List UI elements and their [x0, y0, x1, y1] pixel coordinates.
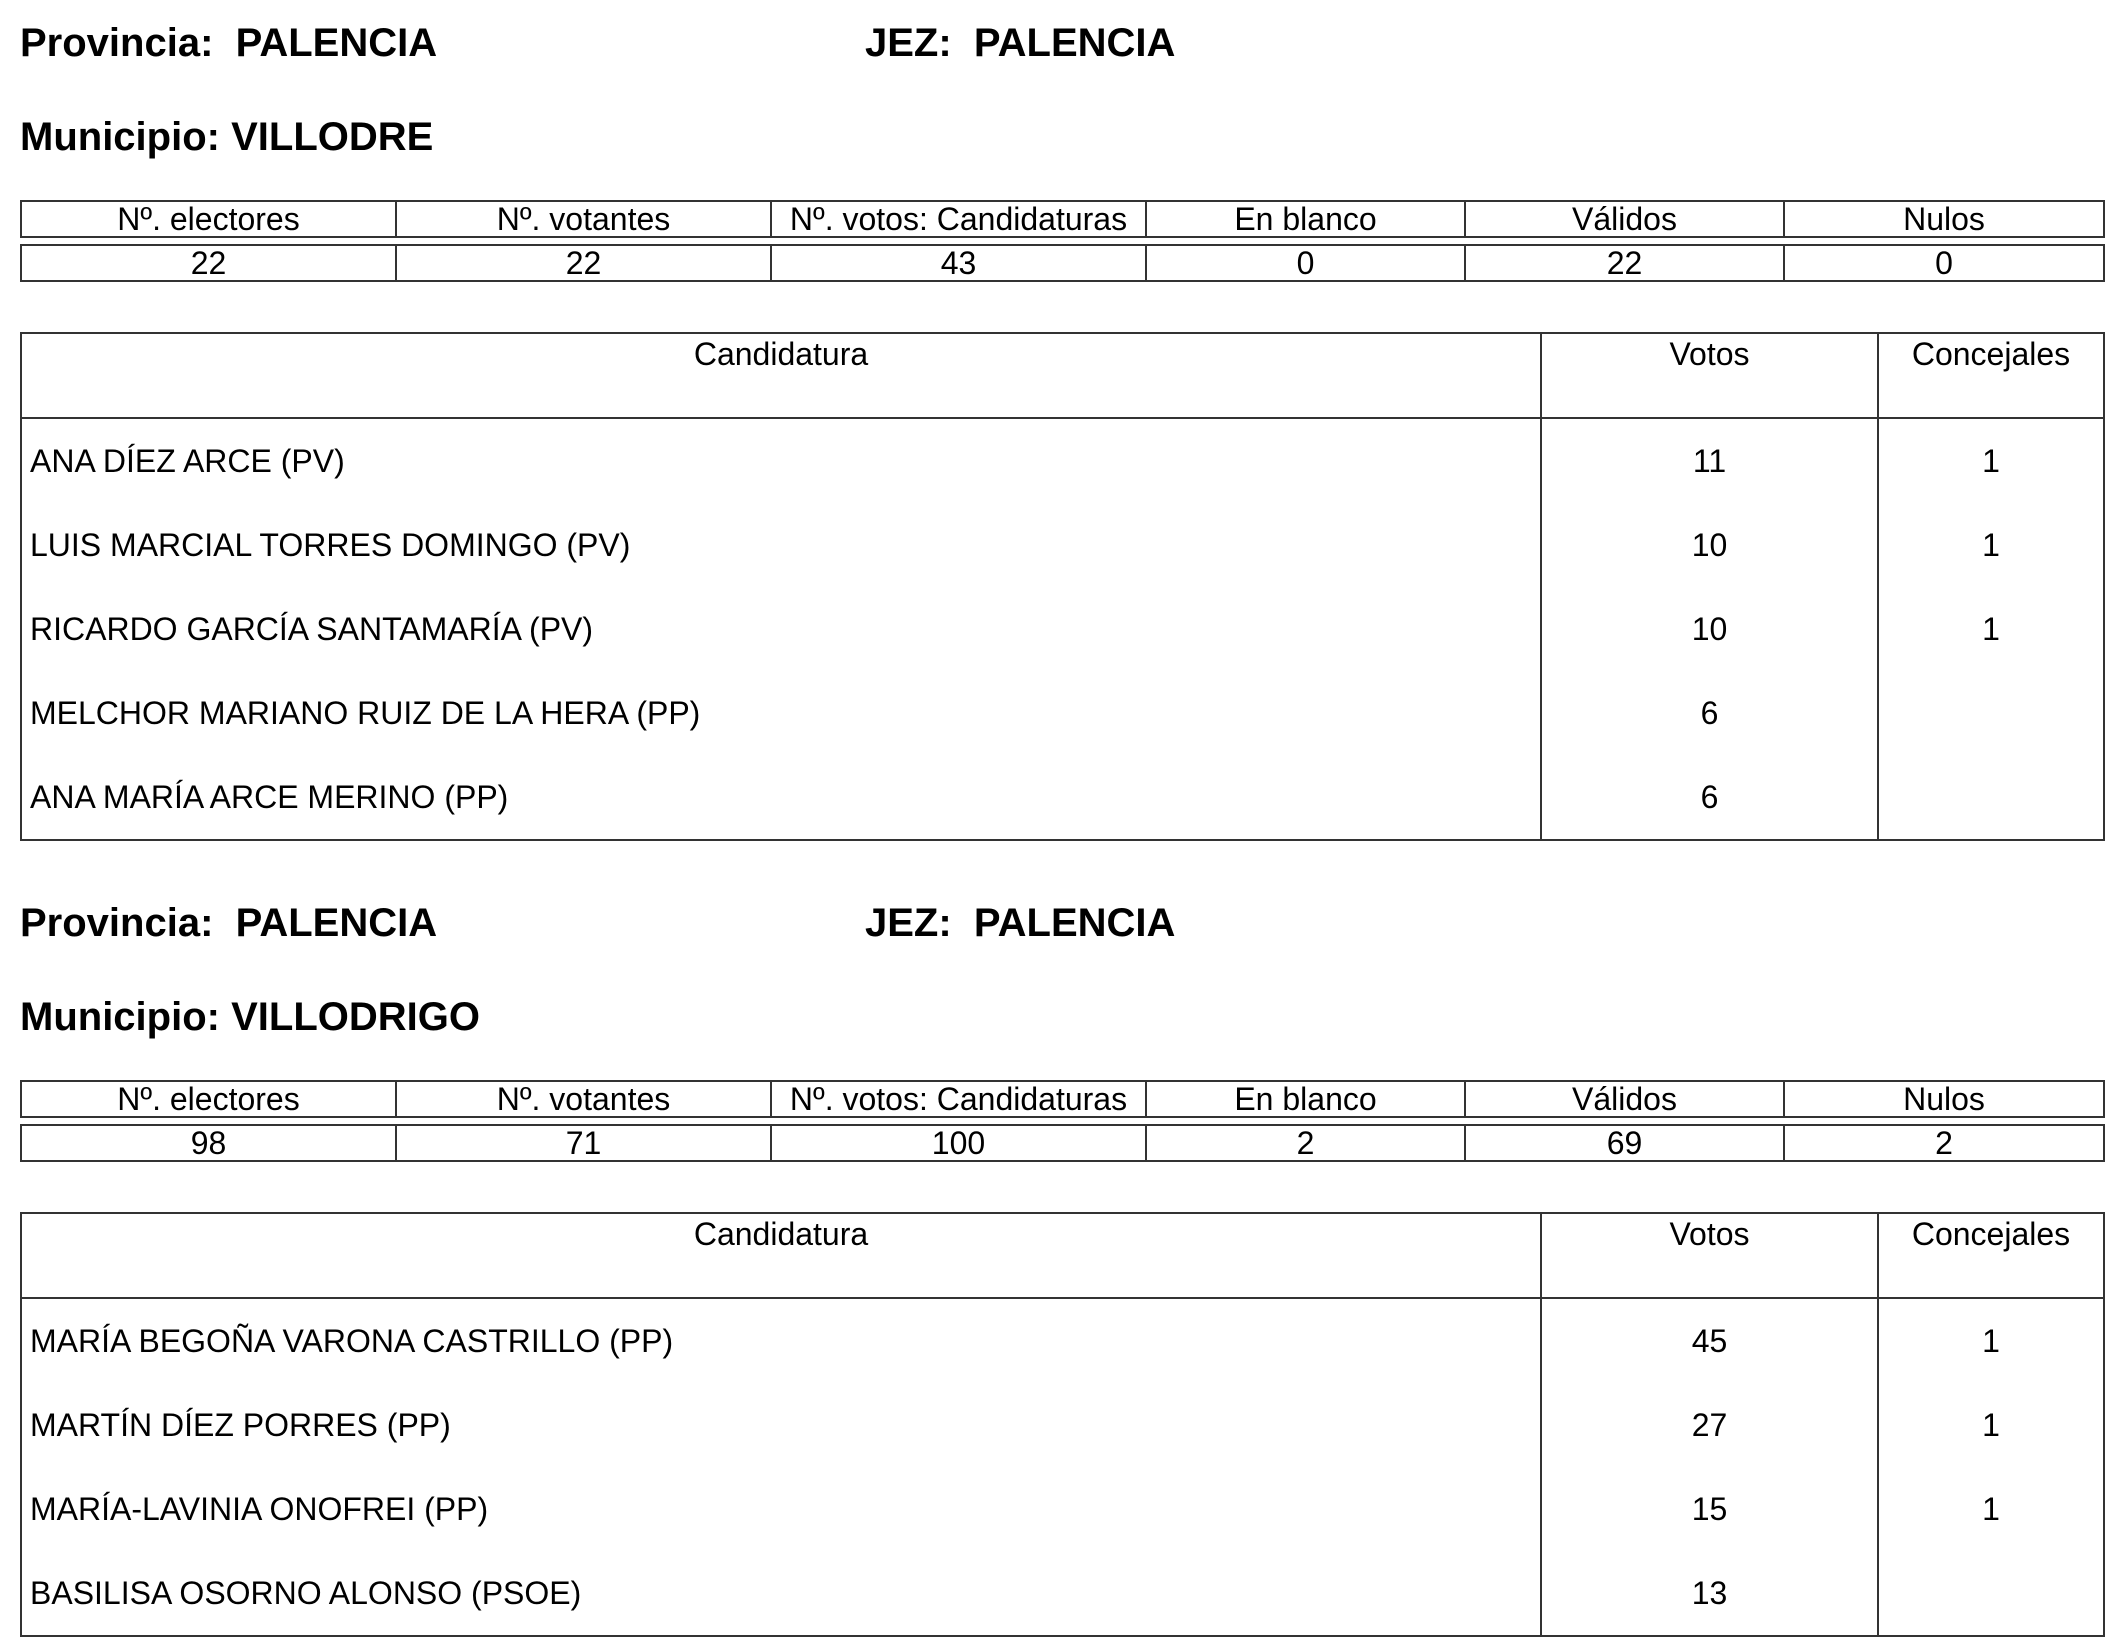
- table-row: [21, 418, 2104, 503]
- candidate-votos: 10: [1541, 587, 1878, 671]
- provincia-heading: Provincia: PALENCIA: [20, 901, 438, 945]
- summary-header: Válidos: [1465, 1081, 1784, 1117]
- table-row: [21, 1467, 2104, 1551]
- candidate-votos: 11: [1541, 418, 1878, 503]
- jez-heading: JEZ: PALENCIA: [865, 901, 1176, 945]
- table-row: [21, 1383, 2104, 1467]
- candidate-name: ANA MARÍA ARCE MERINO (PP): [21, 755, 1541, 840]
- candidate-votos: 27: [1541, 1383, 1878, 1467]
- candidate-votos: 45: [1541, 1298, 1878, 1383]
- candidatura-header: Candidatura: [21, 1213, 1541, 1298]
- summary-value: 2: [1146, 1125, 1465, 1161]
- summary-value: 22: [396, 245, 771, 281]
- provincia-heading: Provincia: PALENCIA: [20, 21, 438, 65]
- municipio-block-villodre: [20, 20, 2103, 842]
- candidate-concejales: 1: [1878, 1383, 2104, 1467]
- summary-header: Nulos: [1784, 201, 2104, 237]
- candidate-votos: 10: [1541, 503, 1878, 587]
- candidate-name: MARTÍN DÍEZ PORRES (PP): [21, 1383, 1541, 1467]
- summary-table: [20, 1080, 2105, 1162]
- table-row: [21, 755, 2104, 840]
- summary-value: 2: [1784, 1125, 2104, 1161]
- candidates-table: [20, 332, 2105, 841]
- summary-header: Nº. votos: Candidaturas: [771, 1081, 1146, 1117]
- table-row: [21, 671, 2104, 755]
- candidate-name: BASILISA OSORNO ALONSO (PSOE): [21, 1551, 1541, 1636]
- summary-header: Nº. electores: [21, 1081, 396, 1117]
- table-row: [21, 587, 2104, 671]
- summary-value: 100: [771, 1125, 1146, 1161]
- candidate-concejales: 1: [1878, 418, 2104, 503]
- summary-header: Nº. votantes: [396, 201, 771, 237]
- candidate-votos: 13: [1541, 1551, 1878, 1636]
- candidate-concejales: [1878, 671, 2104, 755]
- candidate-concejales: 1: [1878, 587, 2104, 671]
- summary-header-row: [21, 201, 2104, 237]
- summary-value: 43: [771, 245, 1146, 281]
- municipio-heading: Municipio: VILLODRIGO: [20, 995, 480, 1039]
- candidate-name: MELCHOR MARIANO RUIZ DE LA HERA (PP): [21, 671, 1541, 755]
- concejales-header: Concejales: [1878, 1213, 2104, 1298]
- candidate-name: ANA DÍEZ ARCE (PV): [21, 418, 1541, 503]
- candidate-concejales: 1: [1878, 503, 2104, 587]
- candidate-name: MARÍA-LAVINIA ONOFREI (PP): [21, 1467, 1541, 1551]
- table-row: [21, 503, 2104, 587]
- candidate-concejales: [1878, 755, 2104, 840]
- summary-header-row: [21, 1081, 2104, 1117]
- candidate-name: MARÍA BEGOÑA VARONA CASTRILLO (PP): [21, 1298, 1541, 1383]
- summary-value: 22: [21, 245, 396, 281]
- candidate-concejales: [1878, 1551, 2104, 1636]
- concejales-header: Concejales: [1878, 333, 2104, 418]
- summary-header: Nº. electores: [21, 201, 396, 237]
- candidates-header-row: [21, 333, 2104, 418]
- summary-table: [20, 200, 2105, 282]
- summary-header: Válidos: [1465, 201, 1784, 237]
- candidate-concejales: 1: [1878, 1467, 2104, 1551]
- summary-header: En blanco: [1146, 1081, 1465, 1117]
- candidate-votos: 15: [1541, 1467, 1878, 1551]
- candidates-table: [20, 1212, 2105, 1637]
- summary-value: 98: [21, 1125, 396, 1161]
- summary-header: Nº. votos: Candidaturas: [771, 201, 1146, 237]
- summary-value: 71: [396, 1125, 771, 1161]
- summary-value: 0: [1784, 245, 2104, 281]
- candidate-name: LUIS MARCIAL TORRES DOMINGO (PV): [21, 503, 1541, 587]
- table-row: [21, 1298, 2104, 1383]
- municipio-block-villodrigo: [20, 900, 2103, 1636]
- candidates-header-row: [21, 1213, 2104, 1298]
- summary-header: Nulos: [1784, 1081, 2104, 1117]
- candidate-concejales: 1: [1878, 1298, 2104, 1383]
- candidate-name: RICARDO GARCÍA SANTAMARÍA (PV): [21, 587, 1541, 671]
- jez-heading: JEZ: PALENCIA: [865, 21, 1176, 65]
- summary-values-row: [21, 245, 2104, 281]
- candidatura-header: Candidatura: [21, 333, 1541, 418]
- summary-value: 69: [1465, 1125, 1784, 1161]
- candidate-votos: 6: [1541, 671, 1878, 755]
- summary-value: 22: [1465, 245, 1784, 281]
- summary-value: 0: [1146, 245, 1465, 281]
- summary-header: En blanco: [1146, 201, 1465, 237]
- candidate-votos: 6: [1541, 755, 1878, 840]
- votos-header: Votos: [1541, 333, 1878, 418]
- summary-values-row: [21, 1125, 2104, 1161]
- table-row: [21, 1551, 2104, 1636]
- municipio-heading: Municipio: VILLODRE: [20, 115, 434, 159]
- summary-header: Nº. votantes: [396, 1081, 771, 1117]
- votos-header: Votos: [1541, 1213, 1878, 1298]
